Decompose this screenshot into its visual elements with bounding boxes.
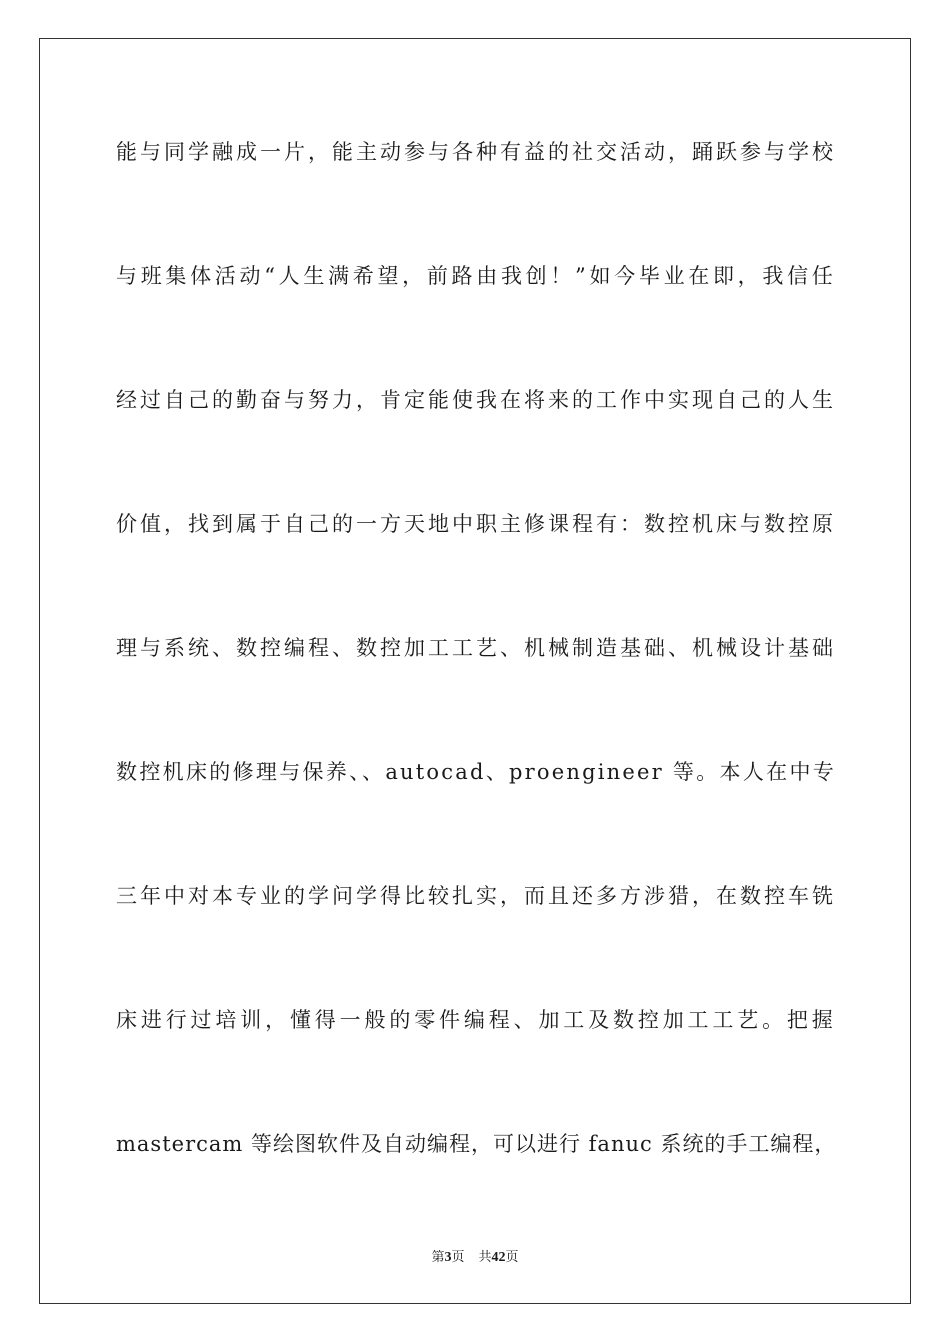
text-line-8: 床进行过培训，懂得一般的零件编程、加工及数控加工工艺。把握 — [116, 1008, 836, 1032]
text-line-3: 经过自己的勤奋与努力，肯定能使我在将来的工作中实现自己的人生 — [116, 388, 836, 412]
text-line-7: 三年中对本专业的学问学得比较扎实，而且还多方涉猎，在数控车铣 — [116, 884, 836, 908]
text-line-1: 能与同学融成一片，能主动参与各种有益的社交活动，踊跃参与学校 — [116, 140, 836, 164]
footer-total-prefix: 共 — [478, 1250, 492, 1265]
page-footer — [0, 1246, 950, 1266]
text-line-6: 数控机床的修理与保养、、autocad、proengineer 等。本人在中专 — [116, 760, 836, 784]
text-line-5: 理与系统、数控编程、数控加工工艺、机械制造基础、机械设计基础 — [116, 636, 836, 660]
text-line-4: 价值，找到属于自己的一方天地中职主修课程有：数控机床与数控原 — [116, 512, 836, 536]
footer-prefix: 第 — [431, 1250, 445, 1265]
total-page-count: 42 — [491, 1250, 506, 1265]
current-page-number: 3 — [444, 1250, 452, 1265]
footer-total-suffix: 页 — [505, 1250, 519, 1265]
page-border — [39, 38, 911, 1304]
text-line-9: mastercam 等绘图软件及自动编程，可以进行 fanuc 系统的手工编程， — [116, 1132, 837, 1156]
footer-page-suffix: 页 — [451, 1250, 465, 1265]
text-line-2: 与班集体活动“人生满希望，前路由我创！”如今毕业在即，我信任 — [116, 264, 836, 288]
